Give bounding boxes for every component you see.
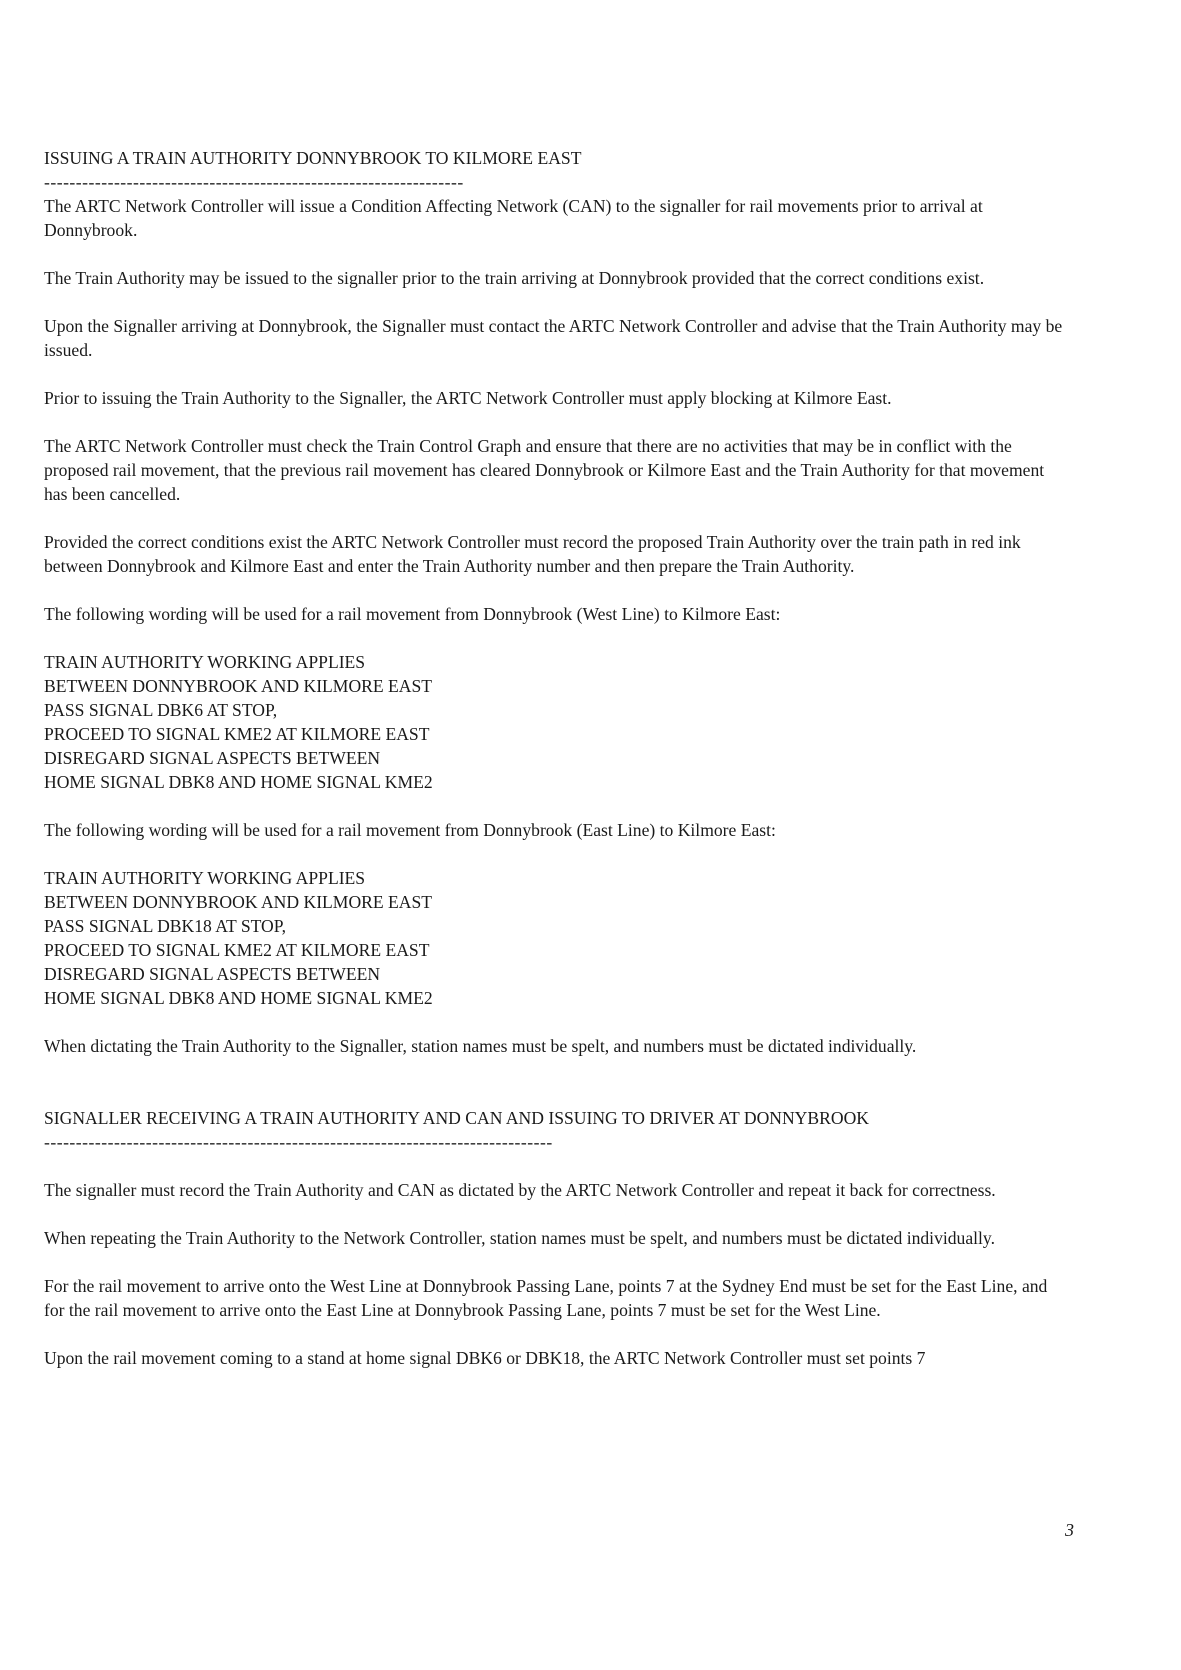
wording-line: DISREGARD SIGNAL ASPECTS BETWEEN [44,964,381,984]
authority-wording-east [44,866,1064,1010]
section-heading-signaller: SIGNALLER RECEIVING A TRAIN AUTHORITY AND CAN AND ISSUING TO DRIVER AT DONNYBROOK [44,1108,869,1128]
wording-line: TRAIN AUTHORITY WORKING APPLIES [44,652,366,672]
paragraph: The Train Authority may be issued to the signaller prior to the train arriving at Donnybrook provided that the correct conditions exist. [44,268,985,288]
paragraph: The signaller must record the Train Authority and CAN as dictated by the ARTC Network Controller and repeat it back for correctness. [44,1180,996,1200]
paragraph: When repeating the Train Authority to the Network Controller, station names must be spelt, and numbers must be dictated individually. [44,1228,995,1248]
authority-wording-west [44,650,1064,794]
paragraph: The ARTC Network Controller will issue a Condition Affecting Network (CAN) to the signaller for rail movements prior to arrival at Donnybrook. [44,196,983,240]
heading-underline: -------------------------------------------------------------------------------- [44,1132,553,1152]
paragraph: The following wording will be used for a rail movement from Donnybrook (West Line) to Kilmore East: [44,604,781,624]
page-number: 3 [1065,1520,1074,1540]
wording-line: HOME SIGNAL DBK8 AND HOME SIGNAL KME2 [44,988,433,1008]
paragraph: When dictating the Train Authority to the Signaller, station names must be spelt, and numbers must be dictated individually. [44,1036,917,1056]
wording-line: HOME SIGNAL DBK8 AND HOME SIGNAL KME2 [44,772,433,792]
paragraph: Prior to issuing the Train Authority to the Signaller, the ARTC Network Controller must apply blocking at Kilmore East. [44,388,892,408]
wording-line: BETWEEN DONNYBROOK AND KILMORE EAST [44,892,433,912]
heading-underline: ------------------------------------------------------------------ [44,172,464,192]
paragraph: For the rail movement to arrive onto the West Line at Donnybrook Passing Lane, points 7 at the Sydney End must be set for the East Line, and for the rail movement to arrive onto the East Line at Donnybrook Passing Lane, points 7 must be set for the West Line. [44,1276,1048,1320]
wording-line: BETWEEN DONNYBROOK AND KILMORE EAST [44,676,433,696]
wording-line: PROCEED TO SIGNAL KME2 AT KILMORE EAST [44,940,430,960]
section-heading-issuing: ISSUING A TRAIN AUTHORITY DONNYBROOK TO KILMORE EAST [44,148,582,168]
wording-line: PASS SIGNAL DBK18 AT STOP, [44,916,286,936]
wording-line: DISREGARD SIGNAL ASPECTS BETWEEN [44,748,381,768]
document-page [44,146,1064,1370]
paragraph: Provided the correct conditions exist the ARTC Network Controller must record the proposed Train Authority over the train path in red ink between Donnybrook and Kilmore East and enter the Train Authority number and then prepare the Train Authority. [44,532,1021,576]
wording-line: PROCEED TO SIGNAL KME2 AT KILMORE EAST [44,724,430,744]
paragraph: Upon the Signaller arriving at Donnybrook, the Signaller must contact the ARTC Network Controller and advise that the Train Authority may be issued. [44,316,1063,360]
paragraph: The ARTC Network Controller must check the Train Control Graph and ensure that there are no activities that may be in conflict with the proposed rail movement, that the previous rail movement has cleared Donnybrook or Kilmore East and the Train Authority for that movement has been cancelled. [44,436,1045,504]
paragraph: The following wording will be used for a rail movement from Donnybrook (East Line) to Kilmore East: [44,820,776,840]
wording-line: TRAIN AUTHORITY WORKING APPLIES [44,868,366,888]
paragraph: Upon the rail movement coming to a stand at home signal DBK6 or DBK18, the ARTC Network Controller must set points 7 [44,1348,926,1368]
wording-line: PASS SIGNAL DBK6 AT STOP, [44,700,278,720]
